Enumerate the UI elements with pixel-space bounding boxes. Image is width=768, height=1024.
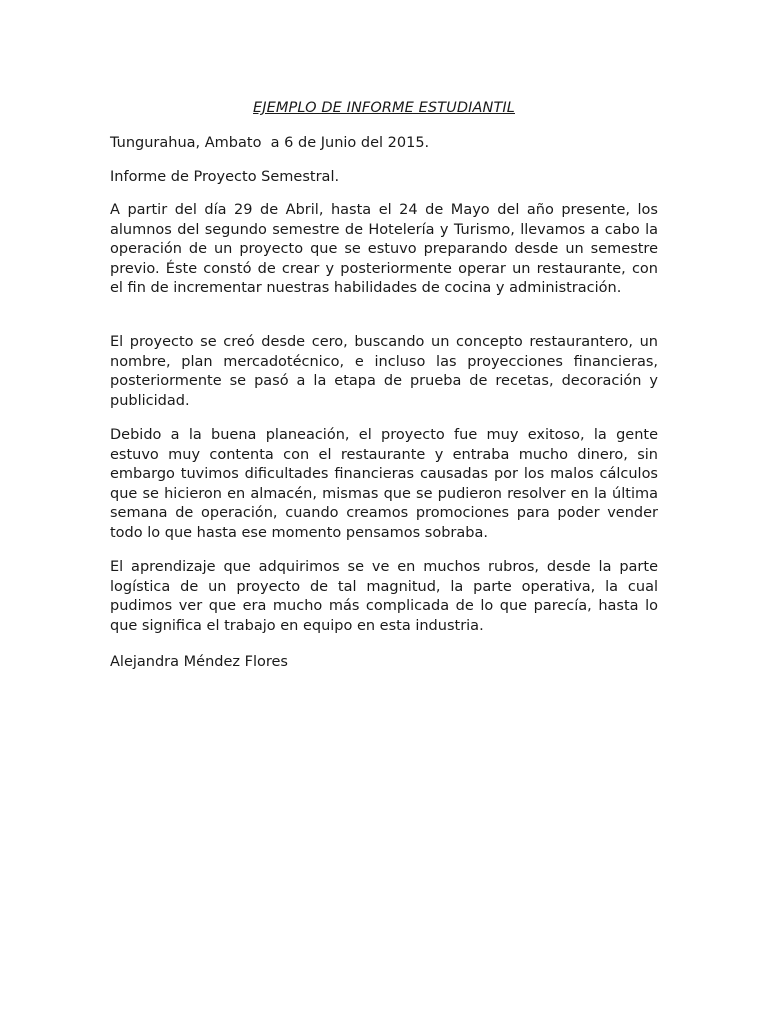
paragraph-2: El proyecto se creó desde cero, buscando un concepto restaurantero, un nombre, plan mercadotécnico, e incluso las proyecciones financieras, posteriormente se pasó a la etapa de prueba de recetas, decoración y publicidad. [110, 334, 658, 409]
report-subject: Informe de Proyecto Semestral. [110, 169, 340, 185]
paragraph-3: Debido a la buena planeación, el proyecto fue muy exitoso, la gente estuvo muy contenta con el restaurante y entraba mucho dinero, sin embargo tuvimos dificultades financieras causadas por los malos cálculos que se hicieron en almacén, mismas que se pudieron resolver en la última semana de operación, cuando creamos promociones para poder vender todo lo que hasta ese momento pensamos sobraba. [110, 427, 658, 541]
document-title: EJEMPLO DE INFORME ESTUDIANTIL [253, 100, 515, 116]
signature-name: Alejandra Méndez Flores [110, 654, 288, 670]
place-date: Tungurahua, Ambato a 6 de Junio del 2015. [110, 135, 430, 151]
paragraph-4: El aprendizaje que adquirimos se ve en muchos rubros, desde la parte logística de un proyecto de tal magnitud, la parte operativa, la cual pudimos ver que era mucho más complicada de lo que parecía, hasta lo que significa el trabajo en equipo en esta industria. [110, 559, 658, 634]
paragraph-1: A partir del día 29 de Abril, hasta el 24 de Mayo del año presente, los alumnos del segundo semestre de Hotelería y Turismo, llevamos a cabo la operación de un proyecto que se estuvo preparando desde un semestre previo. Éste constó de crear y posteriormente operar un restaurante, con el fin de incrementar nuestras habilidades de cocina y administración. [110, 202, 658, 297]
